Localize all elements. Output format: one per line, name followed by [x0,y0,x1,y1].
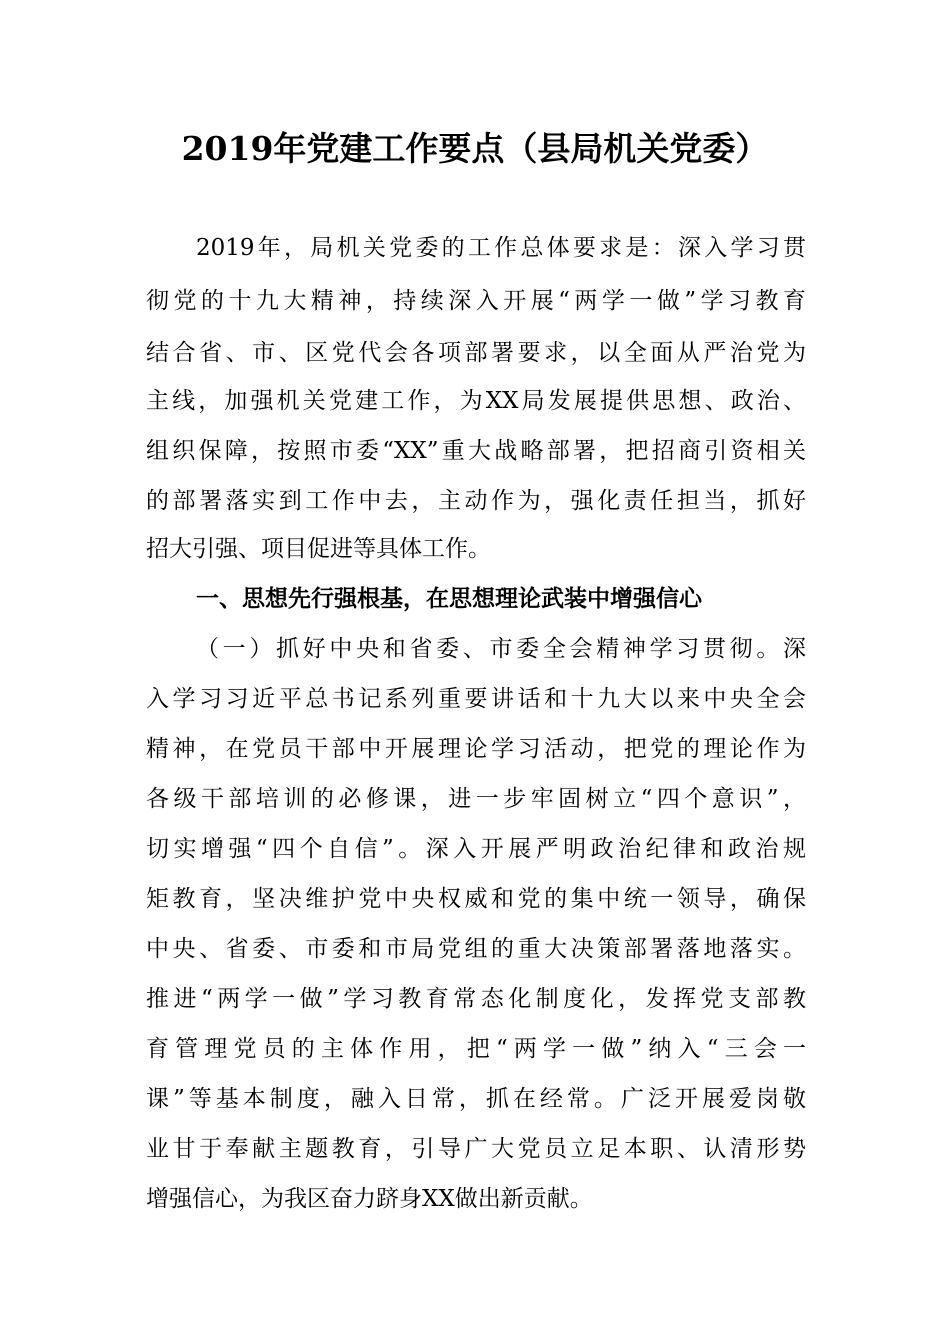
paragraph-line: 切实增强“四个自信”。深入开展严明政治纪律和政治规 [146,836,806,862]
paragraph-line: 组织保障，按照市委“XX”重大战略部署，把招商引资相关 [146,438,806,464]
paragraph-line: 育管理党员的主体作用，把“两学一做”纳入“三会一 [146,1036,806,1062]
paragraph-line: 招大引强、项目促进等具体工作。 [146,536,491,562]
paragraph-line: 中央、省委、市委和市局党组的重大决策部署落地落实。 [146,936,806,962]
paragraph-line: 矩教育，坚决维护党中央权威和党的集中统一领导，确保 [146,886,806,912]
paragraph-line: 彻党的十九大精神，持续深入开展“两学一做”学习教育 [146,288,806,314]
paragraph-line: 课”等基本制度，融入日常，抓在经常。广泛开展爱岗敬 [146,1086,806,1112]
document-title: 2019年党建工作要点（县局机关党委） [181,129,769,168]
paragraph-line: 业甘于奉献主题教育，引导广大党员立足本职、认清形势 [146,1136,806,1162]
paragraph-line: 增强信心，为我区奋力跻身XX做出新贡献。 [146,1186,593,1212]
paragraph-line: 结合省、市、区党代会各项部署要求，以全面从严治党为 [146,340,806,366]
paragraph-line: 入学习习近平总书记系列重要讲话和十九大以来中央全会 [146,686,806,712]
paragraph-line: 精神，在党员干部中开展理论学习活动，把党的理论作为 [146,736,806,762]
paragraph-line: 推进“两学一做”学习教育常态化制度化，发挥党支部教 [146,986,806,1012]
paragraph-line: （一）抓好中央和省委、市委全会精神学习贯彻。深 [196,636,806,662]
paragraph-line: 主线，加强机关党建工作，为XX局发展提供思想、政治、 [146,388,806,414]
paragraph-line: 的部署落实到工作中去，主动作为，强化责任担当，抓好 [146,488,806,514]
paragraph-line: 2019年，局机关党委的工作总体要求是：深入学习贯 [196,235,806,261]
paragraph-line: 各级干部培训的必修课，进一步牢固树立“四个意识”， [146,786,806,812]
section-heading: 一、思想先行强根基，在思想理论武装中增强信心 [196,586,702,612]
